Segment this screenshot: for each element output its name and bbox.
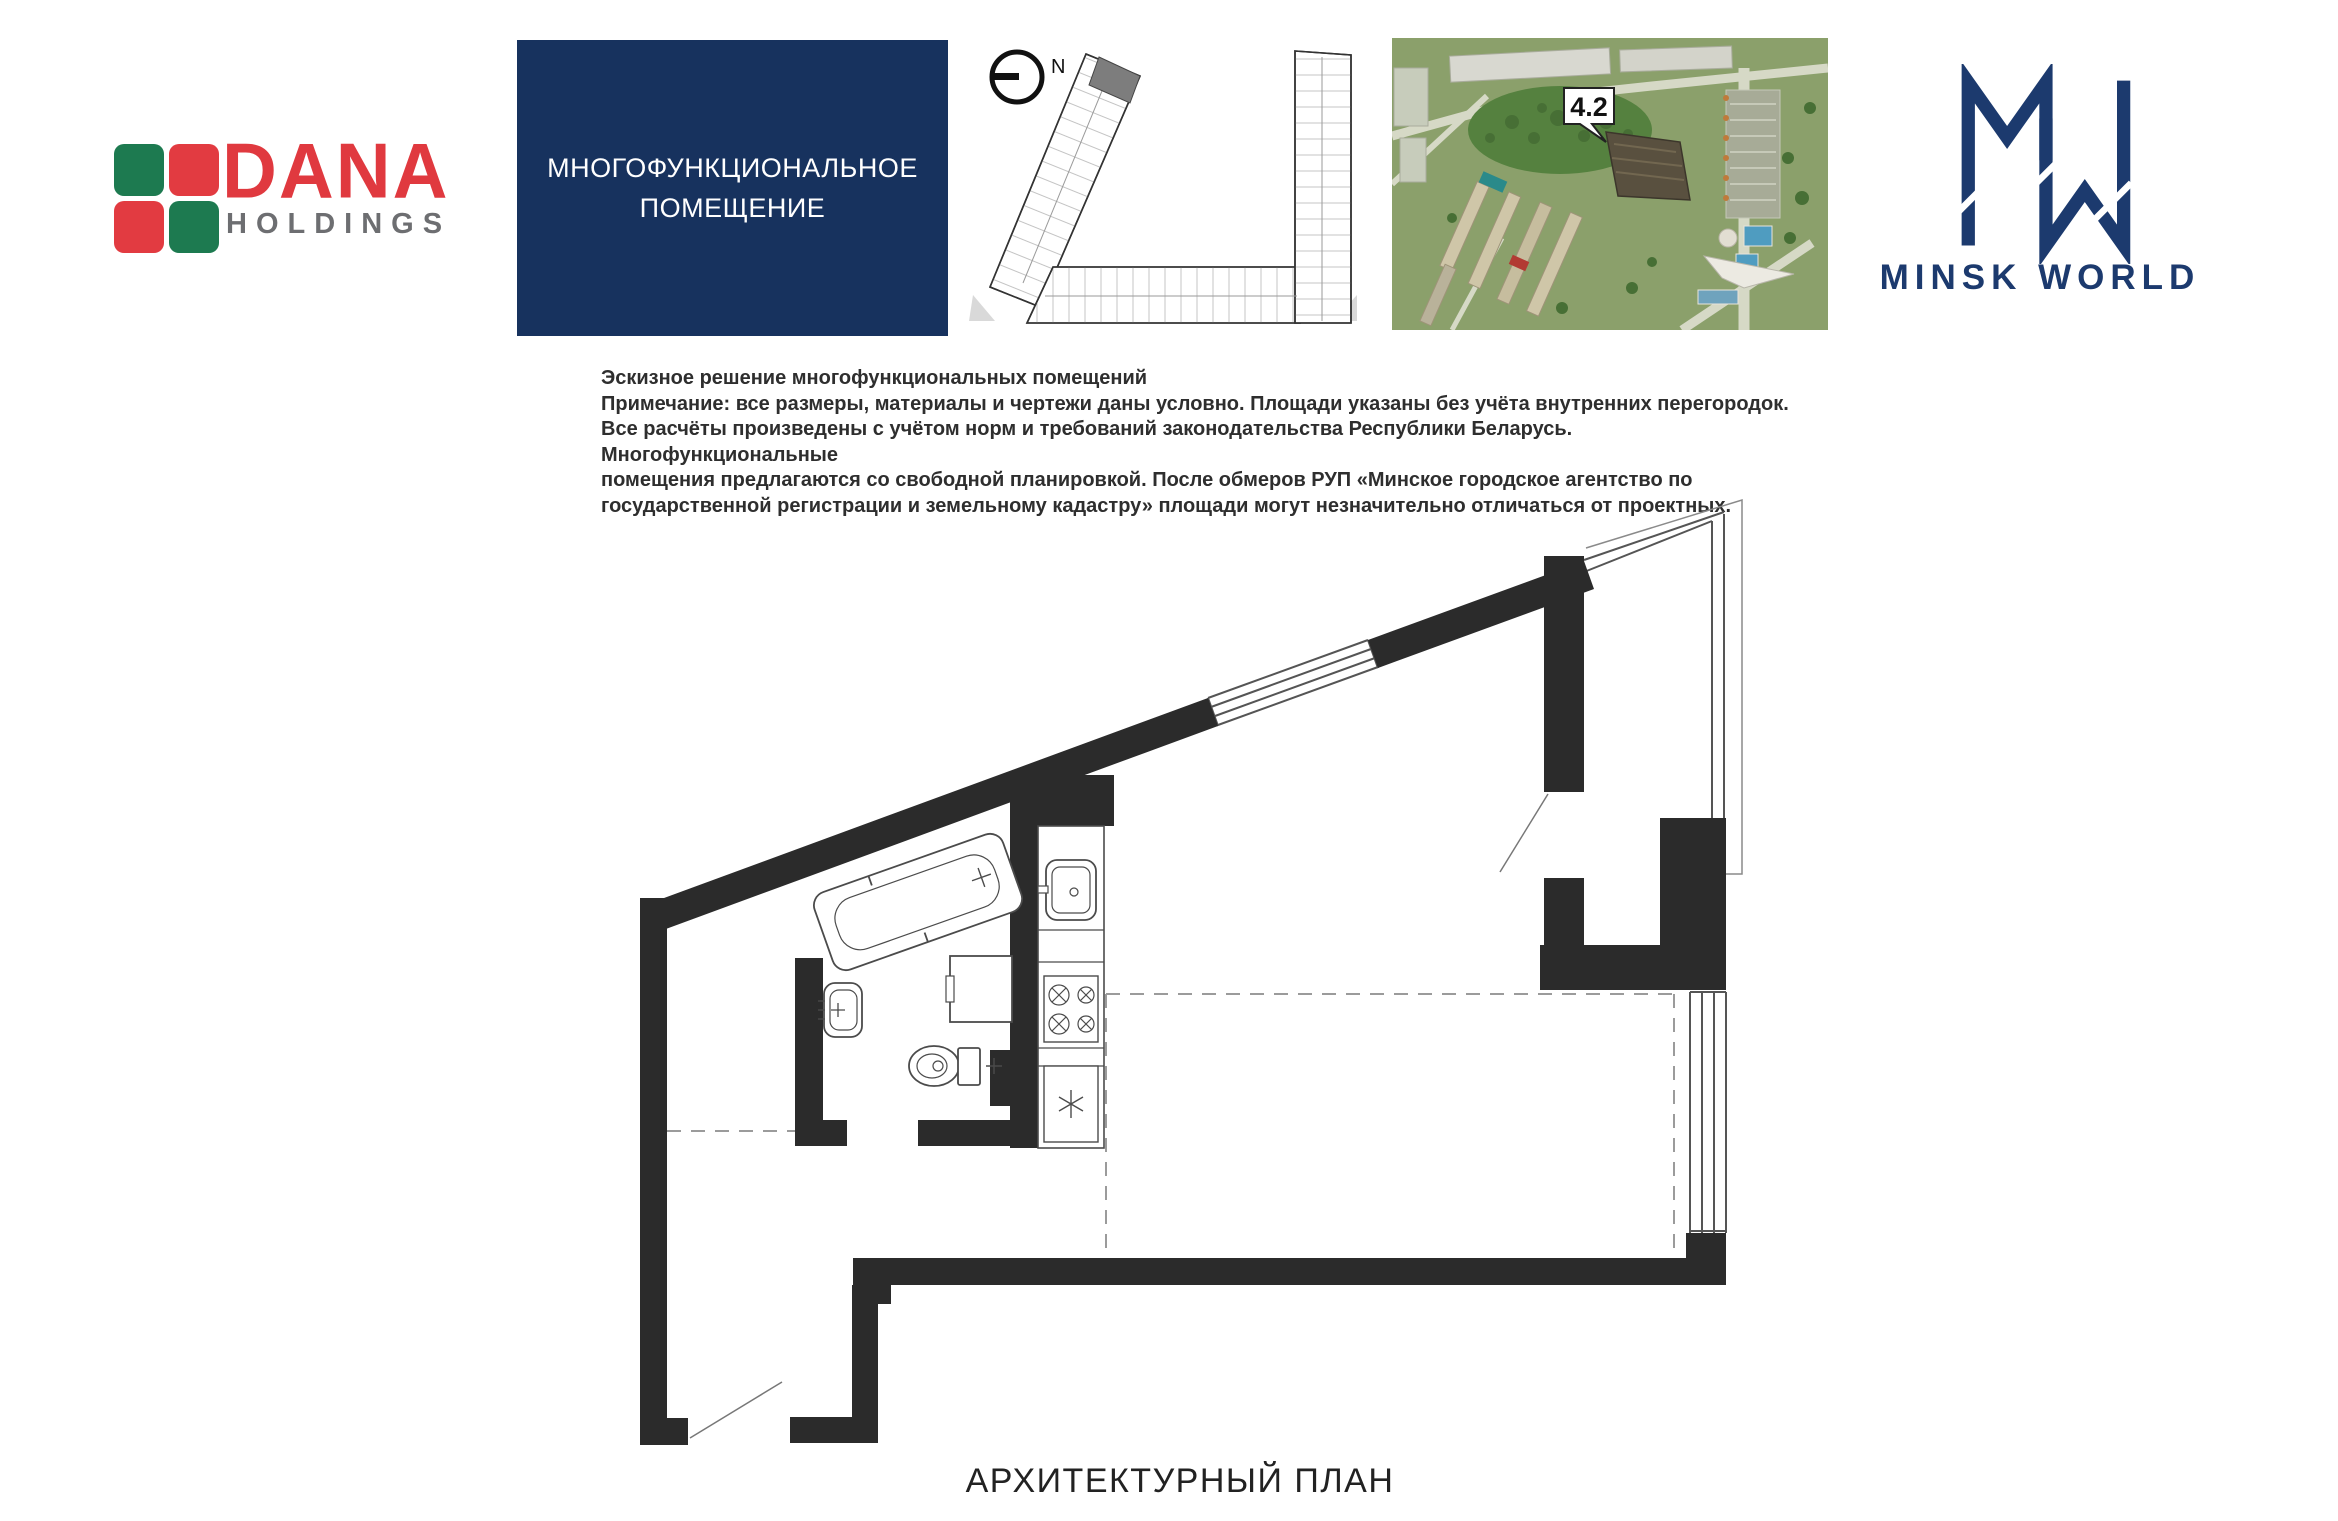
banner-title-line1: МНОГОФУНКЦИОНАЛЬНОЕ [547, 153, 918, 183]
plan-title: АРХИТЕКТУРНЫЙ ПЛАН [965, 1462, 1395, 1500]
fridge-icon [1044, 1066, 1098, 1142]
balcony-door-swing [1500, 794, 1548, 872]
aerial-subject-building [1606, 132, 1690, 200]
wall-right-chunk [1660, 818, 1726, 990]
banner-title-line2: ПОМЕЩЕНИЕ [639, 193, 826, 223]
stove-icon [1044, 976, 1098, 1042]
aerial-parking [1723, 90, 1780, 218]
dana-wordmark: DANA [222, 128, 450, 215]
walls [640, 556, 1726, 1445]
keyplan-building [990, 51, 1351, 323]
minsk-world-logo [1860, 50, 2220, 310]
wall-kitchen [1010, 792, 1038, 1148]
wall-bath-west [795, 958, 823, 1138]
entry-door-swing [690, 1382, 782, 1438]
toilet-icon [909, 1046, 1002, 1086]
mw-wordmark: MINSK WORLD [1879, 258, 2201, 297]
aerial-photo [1392, 38, 1828, 330]
aerial-pool-1 [1744, 226, 1772, 246]
wall-left [640, 898, 667, 1443]
keyplan [965, 35, 1360, 330]
north-arrow-icon [992, 52, 1065, 102]
wall-balcony-divider-stub [1544, 878, 1584, 950]
balcony-glazing [1584, 512, 1724, 818]
aerial-terminal [1698, 290, 1738, 304]
kitchen-sink-icon [1038, 860, 1096, 920]
wall-entry-left-foot [640, 1418, 688, 1445]
dana-logo [0, 0, 520, 300]
mw-monogram-icon [1955, 64, 2135, 264]
north-label: N [1051, 56, 1066, 78]
floor-plan [620, 350, 1780, 1510]
balcony-outer-line [1586, 500, 1742, 874]
disclaimer-line: государственной регистрации и земельному кадастру» площади могут незначительно отличаться от проектных. [601, 494, 1732, 517]
window-right [1690, 992, 1726, 1233]
wall-entry-jamb [852, 1285, 878, 1443]
dana-holdings-wordmark: HOLDINGS [226, 208, 452, 240]
disclaimer-line: Примечание: все размеры, материалы и чертежи даны условно. Площади указаны без учёта внутренних перегородок. [601, 392, 1789, 415]
wall-bottom [853, 1258, 1726, 1285]
disclaimer-line: Все расчёты произведены с учётом норм и требований законодательства Республики Беларусь. Многофункциональные [601, 418, 1573, 466]
disclaimer-line: Эскизное решение многофункциональных помещений [601, 367, 1148, 389]
aerial-plaza-circle [1719, 229, 1737, 247]
unit-callout-label: 4.2 [1570, 92, 1608, 122]
disclaimer-line: помещения предлагаются со свободной планировкой. После обмеров РУП «Минское городское агентство по [601, 469, 1693, 491]
keyplan-corner-left [969, 295, 995, 321]
shaft-box [946, 956, 1012, 1022]
header-banner [517, 40, 948, 336]
window-diagonal [1208, 640, 1378, 726]
washbasin-icon [818, 983, 862, 1037]
wall-bath-south-left [795, 1120, 847, 1146]
wall-kitchen-top-chunk [1038, 775, 1114, 826]
wall-balcony-divider [1544, 556, 1584, 792]
